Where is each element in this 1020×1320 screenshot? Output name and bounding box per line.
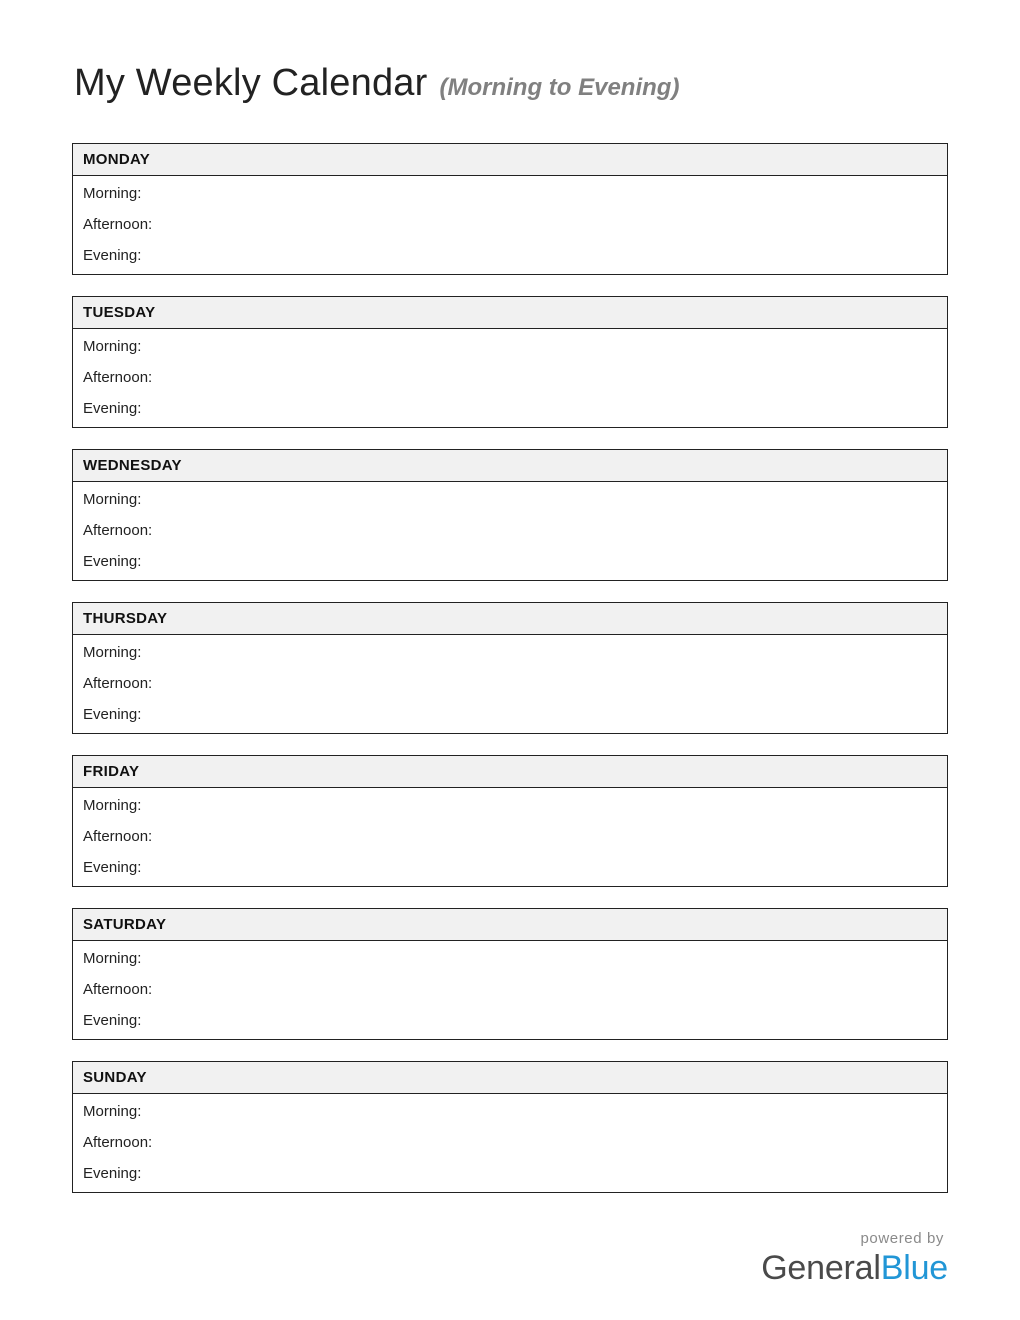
- slot-afternoon-sunday[interactable]: Afternoon:: [83, 1134, 153, 1151]
- day-block-monday: [72, 143, 948, 275]
- day-header-friday: FRIDAY: [73, 756, 947, 788]
- slot-evening-thursday[interactable]: Evening:: [83, 706, 142, 723]
- brand-logo-general: General: [761, 1249, 881, 1287]
- powered-by-label: powered by: [860, 1230, 944, 1247]
- day-list: [72, 143, 948, 1214]
- day-block-thursday: [72, 602, 948, 734]
- day-block-friday: [72, 755, 948, 887]
- slot-afternoon-thursday[interactable]: Afternoon:: [83, 675, 153, 692]
- day-block-tuesday: [72, 296, 948, 428]
- slot-afternoon-tuesday[interactable]: Afternoon:: [83, 369, 153, 386]
- slot-evening-saturday[interactable]: Evening:: [83, 1012, 142, 1029]
- page-title: [74, 62, 679, 105]
- day-header-thursday: THURSDAY: [73, 603, 947, 635]
- day-header-wednesday: WEDNESDAY: [73, 450, 947, 482]
- slot-morning-thursday[interactable]: Morning:: [83, 644, 142, 661]
- slot-morning-saturday[interactable]: Morning:: [83, 950, 142, 967]
- footer-branding: [761, 1230, 948, 1288]
- slot-evening-monday[interactable]: Evening:: [83, 247, 142, 264]
- slot-morning-wednesday[interactable]: Morning:: [83, 491, 142, 508]
- brand-logo: [761, 1249, 948, 1288]
- page-title-main: My Weekly Calendar: [74, 62, 428, 104]
- slot-evening-tuesday[interactable]: Evening:: [83, 400, 142, 417]
- slot-afternoon-wednesday[interactable]: Afternoon:: [83, 522, 153, 539]
- slot-morning-friday[interactable]: Morning:: [83, 797, 142, 814]
- slot-morning-sunday[interactable]: Morning:: [83, 1103, 142, 1120]
- slot-evening-friday[interactable]: Evening:: [83, 859, 142, 876]
- day-header-monday: MONDAY: [73, 144, 947, 176]
- page-title-subtitle: (Morning to Evening): [439, 74, 680, 101]
- day-header-saturday: SATURDAY: [73, 909, 947, 941]
- day-block-sunday: [72, 1061, 948, 1193]
- slot-afternoon-friday[interactable]: Afternoon:: [83, 828, 153, 845]
- slot-evening-wednesday[interactable]: Evening:: [83, 553, 142, 570]
- slot-afternoon-monday[interactable]: Afternoon:: [83, 216, 153, 233]
- slot-morning-monday[interactable]: Morning:: [83, 185, 142, 202]
- brand-logo-blue: Blue: [880, 1249, 948, 1287]
- day-header-sunday: SUNDAY: [73, 1062, 947, 1094]
- day-block-wednesday: [72, 449, 948, 581]
- slot-morning-tuesday[interactable]: Morning:: [83, 338, 142, 355]
- slot-afternoon-saturday[interactable]: Afternoon:: [83, 981, 153, 998]
- day-block-saturday: [72, 908, 948, 1040]
- day-header-tuesday: TUESDAY: [73, 297, 947, 329]
- slot-evening-sunday[interactable]: Evening:: [83, 1165, 142, 1182]
